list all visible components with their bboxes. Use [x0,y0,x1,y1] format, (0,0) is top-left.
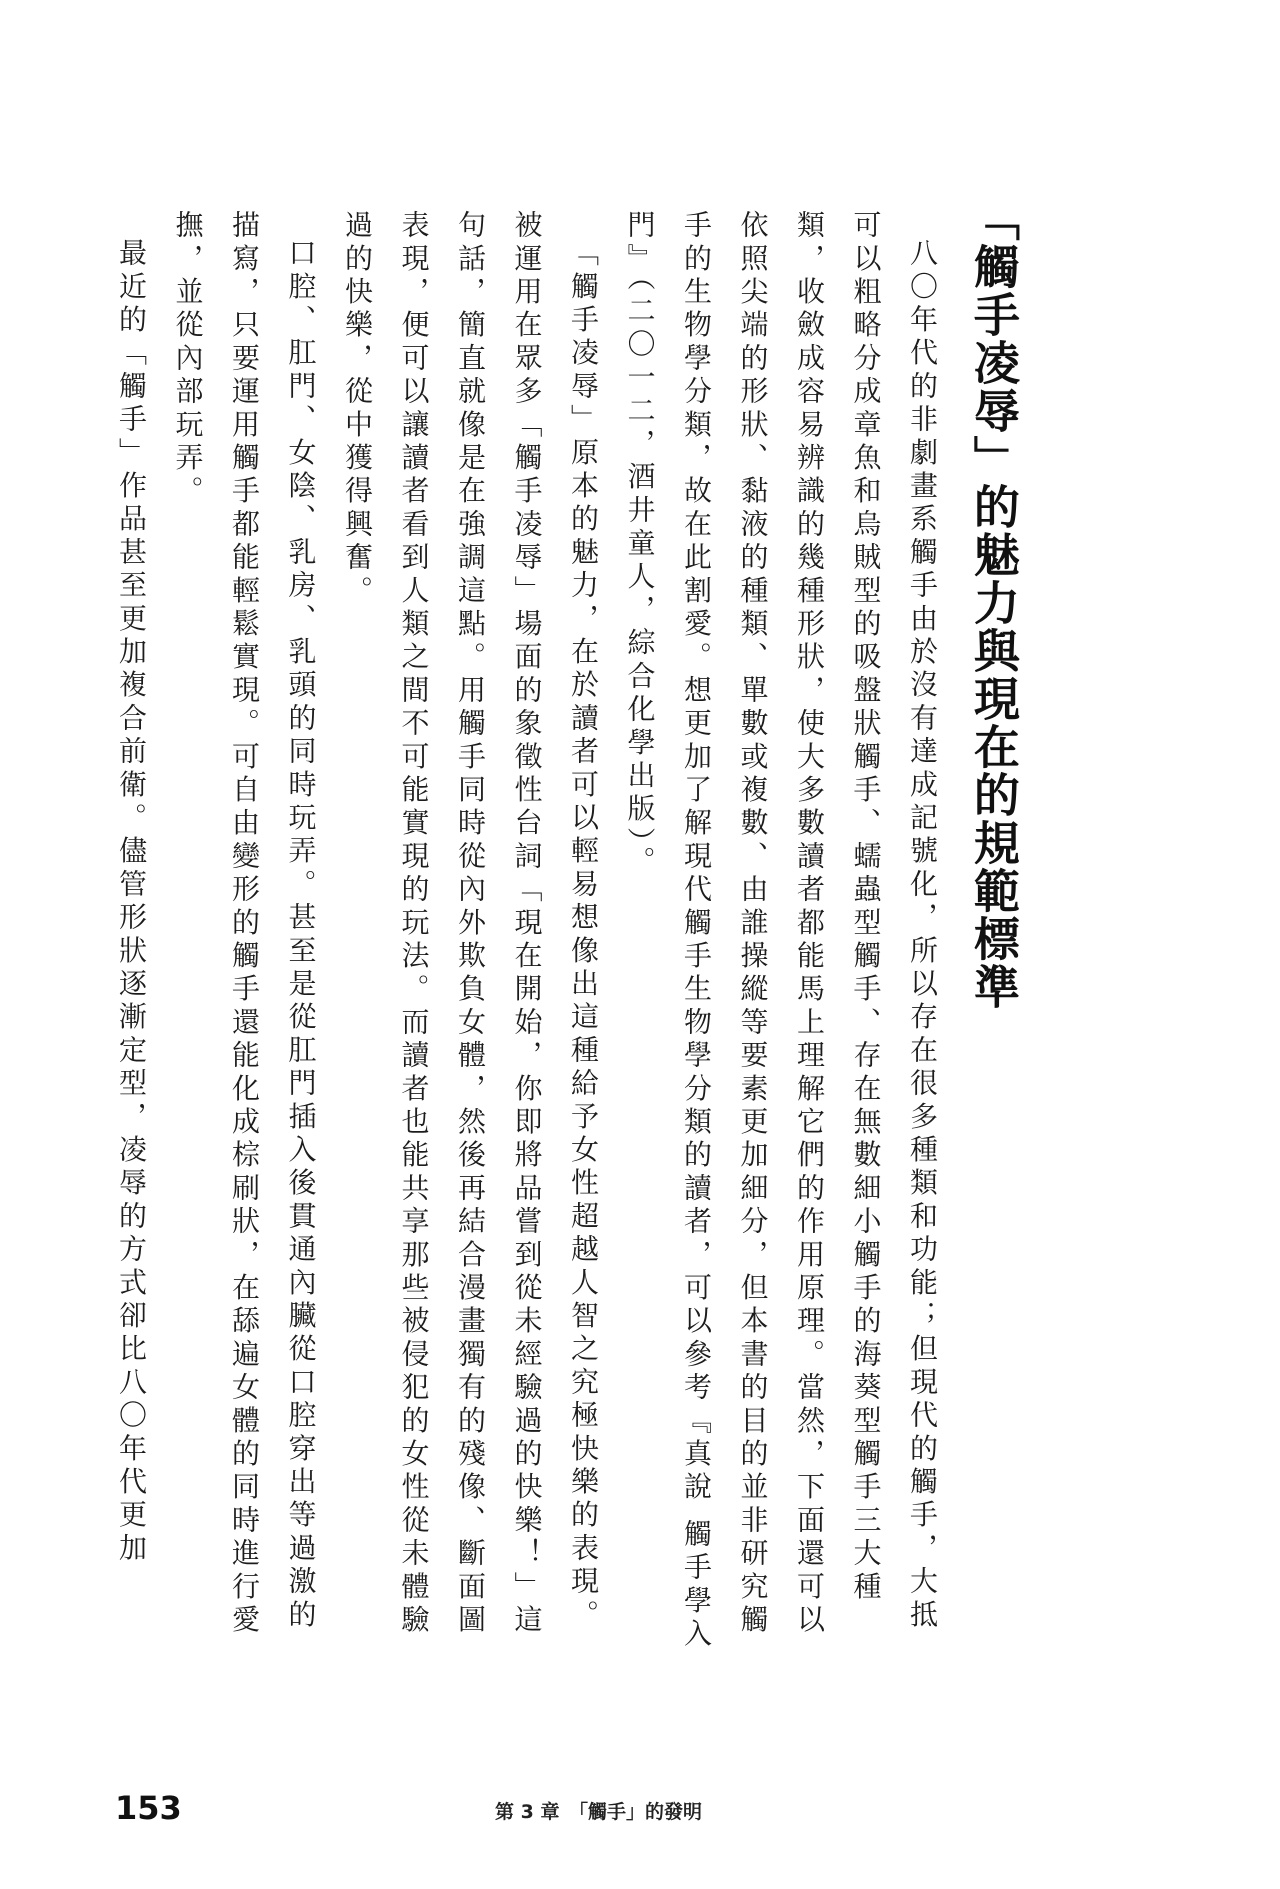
running-footer: 第 3 章 「觸手」的發明 [495,1801,702,1823]
paragraph: 口腔、肛門、女陰、乳房、乳頭的同時玩弄。甚至是從肛門插入後貫通內臟從口腔穿出等過激的描寫，只要運用觸手都能輕鬆實現。可自由變形的觸手還能化成棕刷狀，在舔遍女體的同時進行愛撫，並從內部玩弄。 [171,210,318,1638]
paragraph: 「觸手凌辱」原本的魅力，在於讀者可以輕易想像出這種給予女性超越人智之究極快樂的表現。被運用在眾多「觸手凌辱」場面的象徵性台詞「現在開始，你即將品嘗到從未經驗過的快樂！」這句話，簡直就像是在強調這點。用觸手同時從內外欺負女體，然後再結合漫畫獨有的殘像、斷面圖表現，便可以讓讀者看到人類之間不可能實現的玩法。而讀者也能共享那些被侵犯的女性從未體驗過的快樂，從中獲得興奮。 [341,210,600,1638]
page-number: 153 [115,1789,182,1827]
paragraph: 八〇年代的非劇畫系觸手由於沒有達成記號化，所以存在很多種類和功能；但現代的觸手，大抵可以粗略分成章魚和烏賊型的吸盤狀觸手、蠕蟲型觸手、存在無數細小觸手的海葵型觸手三大種類，收斂成容易辨識的幾種形狀，使大多數讀者都能馬上理解它們的作用原理。當然，下面還可以依照尖端的形狀、黏液的種類、單數或複數、由誰操縱等要素更加細分，但本書的目的並非研究觸手的生物學分類，故在此割愛。想更加了解現代觸手生物學分類的讀者，可以參考『真說 觸手學入門』（二〇一二，酒井童人，綜合化學出版）。 [623,210,939,1652]
section-heading: 「觸手凌辱」的魅力與現在的規範標準 [966,195,1021,1011]
body-text [103,210,951,1660]
paragraph: 最近的「觸手」作品甚至更加複合前衛。儘管形狀逐漸定型，凌辱的方式卻比八〇年代更加 [115,238,148,1566]
